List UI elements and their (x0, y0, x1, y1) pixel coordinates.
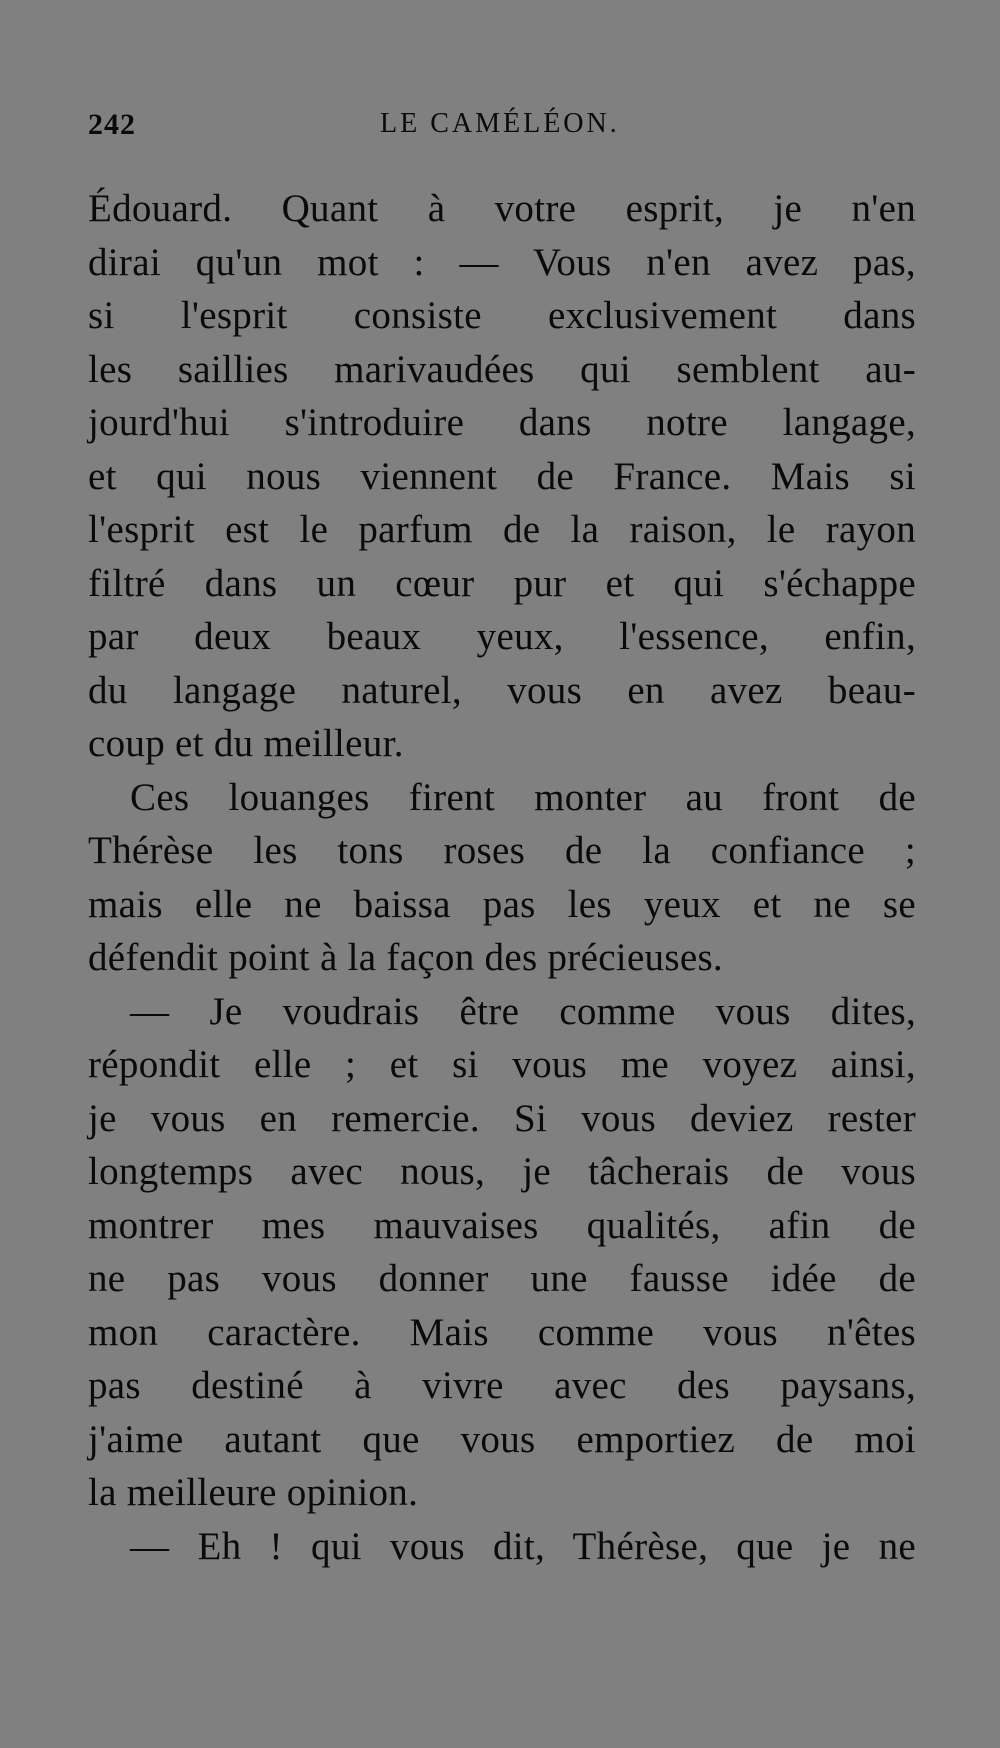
text-line: ne pas vous donner une fausse idée de (88, 1257, 916, 1300)
running-title: LE CAMÉLÉON. (380, 108, 620, 139)
text-line: et qui nous viennent de France. Mais si (88, 454, 916, 498)
text-line: coup et du meilleur. (88, 722, 404, 765)
text-line: Ces louanges firent monter au front de (130, 775, 916, 819)
text-line: j'aime autant que vous emportiez de moi (88, 1417, 916, 1461)
page-number: 242 (88, 108, 136, 141)
text-line: Édouard. Quant à votre esprit, je n'en (88, 187, 916, 230)
page-header (88, 108, 918, 148)
text-line: — Eh ! qui vous dit, Thérèse, que je ne (130, 1524, 916, 1568)
text-line: montrer mes mauvaises qualités, afin de (88, 1203, 916, 1247)
body-text (88, 182, 916, 1573)
text-line: filtré dans un cœur pur et qui s'échappe (88, 561, 916, 605)
text-line: longtemps avec nous, je tâcherais de vous (88, 1150, 916, 1193)
text-line: jourd'hui s'introduire dans notre langage, (88, 401, 916, 444)
text-line: pas destiné à vivre avec des paysans, (88, 1364, 916, 1407)
text-line: si l'esprit consiste exclusivement dans (88, 294, 916, 337)
text-line: répondit elle ; et si vous me voyez ainsi, (88, 1043, 916, 1086)
text-line: par deux beaux yeux, l'essence, enfin, (88, 615, 916, 658)
text-line: l'esprit est le parfum de la raison, le rayon (88, 508, 916, 551)
text-line: défendit point à la façon des précieuses. (88, 936, 723, 979)
text-line: du langage naturel, vous en avez beau- (88, 668, 916, 712)
text-line: les saillies marivaudées qui semblent au- (88, 347, 916, 391)
text-line: Thérèse les tons roses de la confiance ; (88, 829, 916, 872)
text-line: la meilleure opinion. (88, 1471, 419, 1514)
text-line: mais elle ne baissa pas les yeux et ne se (88, 882, 916, 926)
text-line: mon caractère. Mais comme vous n'êtes (88, 1310, 916, 1354)
text-line: dirai qu'un mot : — Vous n'en avez pas, (88, 240, 916, 284)
text-line: — Je voudrais être comme vous dites, (130, 989, 916, 1033)
text-line: je vous en remercie. Si vous deviez rester (88, 1096, 916, 1140)
